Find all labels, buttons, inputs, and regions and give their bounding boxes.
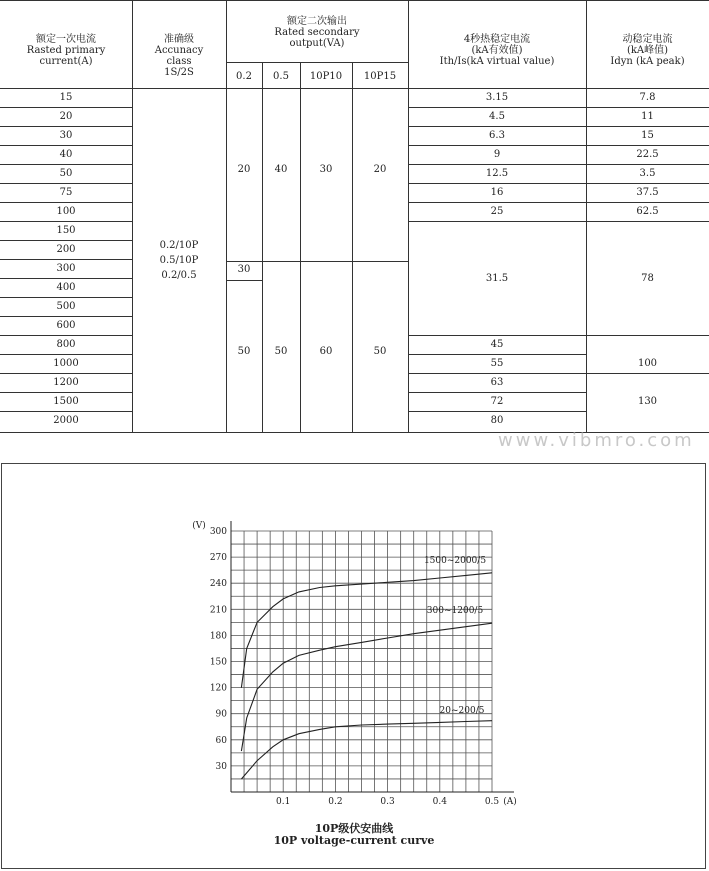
output-g1-10p15: 20 — [373, 164, 387, 175]
header-thermal-current: 4秒热稳定电流 (kA有效值) Ith/Is(kA virtual value) — [439, 34, 555, 67]
header-accuracy-class: 准确级 Accunacy class 1S/2S — [154, 34, 204, 78]
output-g2-10p15: 50 — [373, 346, 387, 357]
dynamic-current-cell: 37.5 — [636, 187, 659, 198]
primary-current-cell: 20 — [59, 111, 73, 122]
x-tick-label: 0.1 — [276, 797, 291, 807]
subheader-0.2: 0.2 — [236, 71, 252, 82]
primary-current-cell: 300 — [56, 263, 76, 274]
y-tick-label: 210 — [209, 605, 227, 616]
x-tick-label: 0.5 — [484, 797, 500, 807]
accuracy-class-3: 0.2/0.5 — [161, 270, 197, 281]
accuracy-class-2: 0.5/10P — [159, 255, 199, 266]
y-tick-label: 270 — [209, 553, 227, 564]
thermal-current-cell: 12.5 — [485, 168, 509, 179]
y-tick-label: 300 — [209, 527, 227, 537]
header-dynamic-current: 动稳定电流 (kA峰值) Idyn (kA peak) — [610, 34, 685, 67]
y-tick-label: 150 — [209, 657, 227, 668]
output-g2-0.2: 50 — [237, 346, 251, 357]
primary-current-cell: 500 — [56, 301, 76, 312]
output-g1-0.5: 40 — [274, 164, 288, 175]
thermal-current-cell: 55 — [490, 358, 504, 369]
accuracy-class-1: 0.2/10P — [159, 240, 199, 251]
x-axis-label: (A) — [503, 797, 517, 807]
y-tick-label: 240 — [209, 579, 227, 590]
thermal-current-cell: 6.3 — [489, 130, 505, 141]
primary-current-cell: 600 — [56, 320, 76, 331]
thermal-current-cell: 9 — [493, 149, 501, 160]
output-g2-0.5: 50 — [274, 346, 288, 357]
chart-subtitle: 10P voltage-current curve — [273, 834, 435, 847]
header-rated-primary: 额定一次电流 Rasted primary current(A) — [26, 34, 106, 67]
thermal-current-cell: 25 — [490, 206, 504, 217]
watermark: www.vibmro.com — [498, 430, 695, 451]
header-secondary-output: 额定二次输出 Rated secondary output(VA) — [274, 16, 360, 49]
primary-current-cell: 30 — [59, 130, 73, 141]
subheader-10p15: 10P15 — [363, 71, 397, 82]
primary-current-cell: 400 — [56, 282, 76, 293]
primary-current-cell: 75 — [59, 187, 73, 198]
dynamic-current-cell: 3.5 — [639, 168, 656, 179]
y-tick-label: 180 — [209, 631, 227, 642]
series-label: 20~200/5 — [439, 706, 485, 716]
y-tick-label: 90 — [215, 709, 227, 720]
dynamic-current-cell: 100 — [637, 358, 658, 369]
chart-title: 10P级伏安曲线 — [314, 822, 394, 835]
thermal-current-cell: 72 — [490, 396, 504, 407]
thermal-current-cell: 4.5 — [489, 111, 505, 122]
chart-panel — [1, 463, 706, 869]
dynamic-current-cell: 7.8 — [639, 92, 656, 103]
primary-current-cell: 40 — [59, 149, 73, 160]
x-tick-label: 0.2 — [328, 797, 343, 807]
primary-current-cell: 1200 — [53, 377, 79, 388]
output-g2-0.2-top: 30 — [237, 264, 251, 275]
dynamic-current-cell: 130 — [637, 396, 658, 407]
thermal-current-cell: 63 — [490, 377, 504, 388]
thermal-current-cell: 80 — [490, 415, 504, 426]
dynamic-current-cell: 11 — [641, 111, 654, 122]
primary-current-cell: 1500 — [53, 396, 79, 407]
x-tick-label: 0.3 — [380, 797, 395, 807]
primary-current-cell: 150 — [56, 225, 76, 236]
output-g1-0.2: 20 — [237, 164, 251, 175]
thermal-current-cell: 31.5 — [485, 272, 509, 284]
primary-current-cell: 1000 — [53, 358, 79, 369]
output-g2-10p10: 60 — [319, 346, 333, 357]
primary-current-cell: 800 — [56, 339, 76, 350]
y-tick-label: 60 — [215, 735, 227, 746]
primary-current-cell: 50 — [59, 168, 73, 179]
thermal-current-cell: 45 — [490, 339, 504, 350]
thermal-current-cell: 3.15 — [485, 92, 509, 103]
thermal-current-cell: 16 — [490, 187, 504, 198]
output-g1-10p10: 30 — [319, 164, 333, 175]
x-tick-label: 0.4 — [432, 797, 447, 807]
dynamic-current-cell: 22.5 — [636, 149, 659, 160]
y-tick-label: 120 — [209, 683, 227, 694]
primary-current-cell: 15 — [59, 92, 73, 103]
y-tick-label: 30 — [215, 761, 227, 772]
dynamic-current-cell: 62.5 — [636, 206, 659, 217]
dynamic-current-cell: 78 — [641, 272, 654, 284]
subheader-0.5: 0.5 — [273, 71, 289, 82]
y-axis-label: (V) — [192, 521, 206, 531]
primary-current-cell: 200 — [56, 244, 76, 255]
subheader-10p10: 10P10 — [309, 71, 343, 82]
dynamic-current-cell: 15 — [641, 130, 654, 141]
primary-current-cell: 2000 — [53, 415, 79, 426]
series-label: 1500~2000/5 — [423, 556, 487, 566]
primary-current-cell: 100 — [56, 206, 76, 217]
series-label: 300~1200/5 — [426, 606, 484, 616]
